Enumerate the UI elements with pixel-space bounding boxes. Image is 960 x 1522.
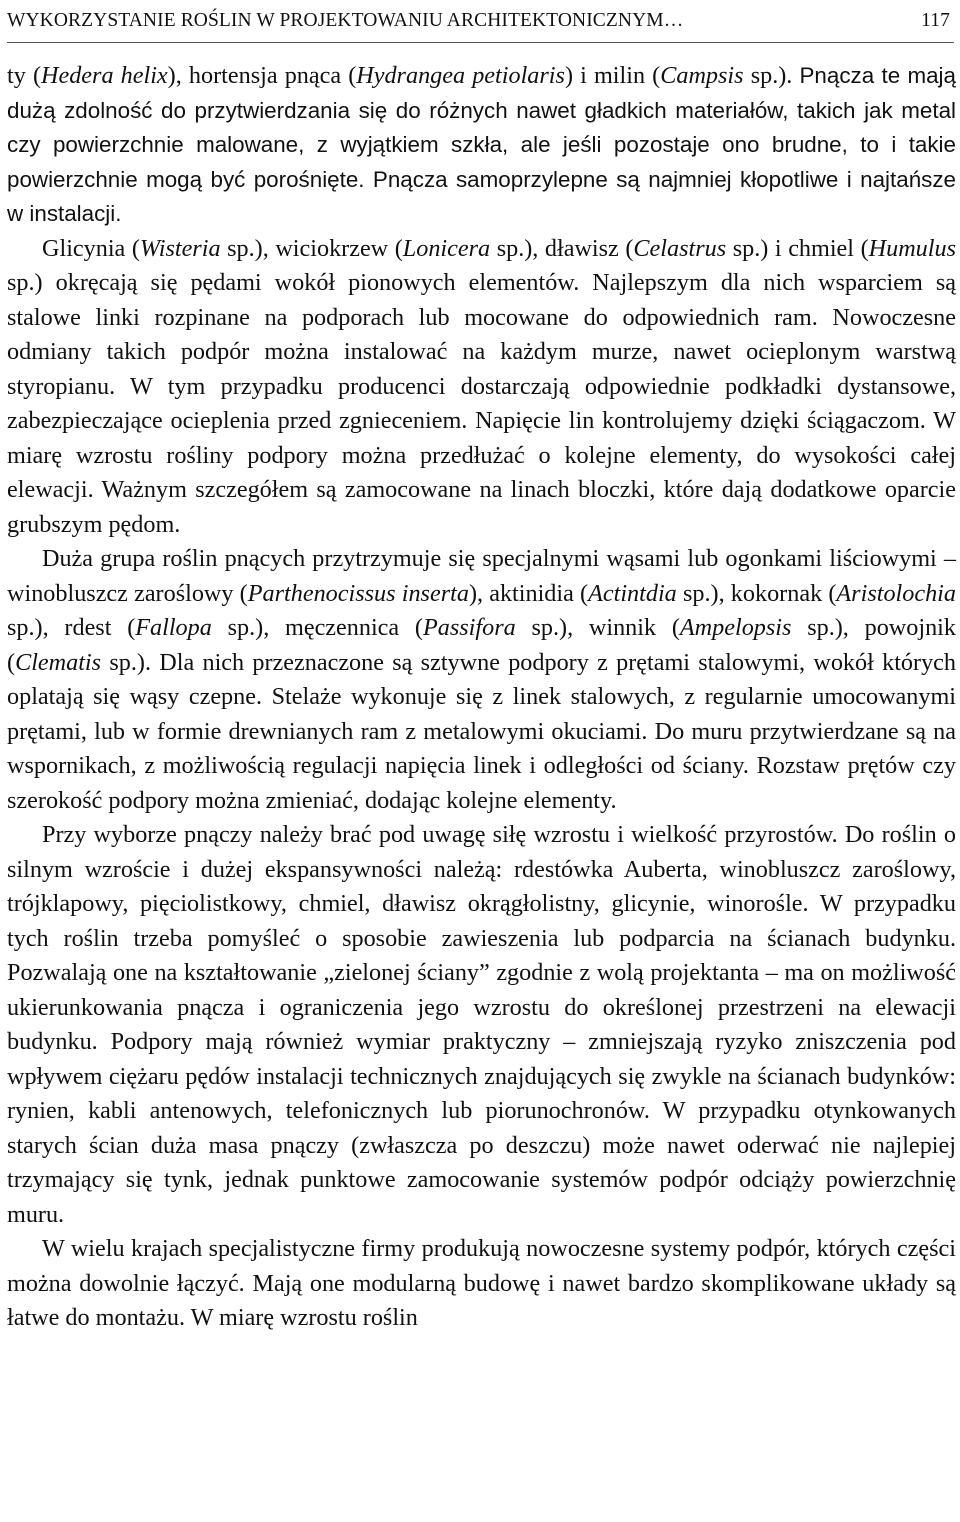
italic-text-run: Fallopa bbox=[135, 614, 212, 641]
italic-text-run: Passifora bbox=[422, 614, 516, 641]
text-run: W wielu krajach specjalistyczne firmy produkują nowoczesne systemy podpór, których części można dowolnie łączyć. Mają one modularną budowę i nawet bardzo skomplikowane układy są łatwe do montażu. W miarę wzrostu roślin bbox=[7, 1235, 956, 1331]
italic-text-run: Celastrus bbox=[633, 234, 727, 262]
paragraph bbox=[7, 232, 956, 543]
italic-text-run: Actintdia bbox=[588, 579, 677, 607]
italic-text-run: Hedera helix bbox=[41, 62, 168, 89]
text-run: Pnącza te mają dużą zdolność do przytwierdzania się do różnych nawet gładkich materiałów, takich jak metal czy powierzchnie malowane, z wyjątkiem szkła, ale jeśli pozostaje ono brudne, to i takie powierzchnie mogą być porośnięte. Pnącza samoprzylepne są najmniej kłopotliwe i najtańsze w instalacji. bbox=[7, 63, 956, 226]
italic-text-run: Wisteria bbox=[139, 234, 221, 262]
text-run: Glicynia ( bbox=[42, 234, 140, 262]
running-title: WYKORZYSTANIE ROŚLIN W PROJEKTOWANIU ARCHITEKTONICZNYM… bbox=[7, 10, 684, 31]
text-run: ty ( bbox=[7, 62, 41, 89]
italic-text-run: Campsis bbox=[660, 62, 744, 89]
text-run: sp.). Dla nich przeznaczone są sztywne podpory z prętami stalowymi, wokół których oplatają się wąsy czepne. Stelaże wykonuje się z linek stalowych, z regularnie umocowanymi prętami, lub w formie drewnianych ram z metalowymi okuciami. Do muru przytwierdzane są na wspornikach, z możliwością regulacji napięcia linek i odległości od ściany. Rozstaw prętów czy szerokość podpory można zmieniać, dodając kolejne elementy. bbox=[7, 648, 956, 814]
text-run: sp.) i chmiel ( bbox=[726, 234, 869, 262]
text-run: sp.), winnik ( bbox=[515, 614, 680, 641]
text-run: ), aktinidia ( bbox=[468, 579, 589, 607]
paragraph bbox=[7, 59, 956, 232]
body-text bbox=[7, 59, 956, 1336]
italic-text-run: Aristolochia bbox=[836, 579, 956, 607]
text-run: sp.), wiciokrzew ( bbox=[220, 234, 403, 262]
italic-text-run: Humulus bbox=[868, 234, 956, 262]
text-run: ) i milin ( bbox=[564, 62, 661, 89]
italic-text-run: Hydrangea petiolaris bbox=[356, 62, 565, 89]
italic-text-run: Clematis bbox=[15, 648, 102, 676]
paragraph bbox=[7, 818, 956, 1232]
italic-text-run: Ampelopsis bbox=[679, 614, 792, 641]
text-run: Przy wyborze pnączy należy brać pod uwagę siłę wzrostu i wielkość przyrostów. Do roślin o silnym wzroście i dużej ekspansywności należą: rdestówka Auberta, winobluszcz zaroślowy, trójklapowy, pięciolistkowy, chmiel, dławisz okrągłolistny, glicynie, winorośle. W przypadku tych roślin trzeba pomyśleć o sposobie zawieszenia lub podparcia na ścianach budynku. Pozwalają one na kształtowanie „zielonej ściany” zgodnie z wolą projektanta – ma on możliwość ukierunkowania pnącza i ograniczenia jego wzrostu do określonej przestrzeni na elewacji budynku. Podpory mają również wymiar praktyczny – zmniejszają ryzyko zniszczenia pod wpływem ciężaru pędów instalacji technicznych znajdujących się zwykle na ścianach budynków: rynien, kabli antenowych, telefonicznych lub piorunochronów. W przypadku otynkowanych starych ścian duża masa pnączy (zwłaszcza po deszczu) może nawet oderwać nie najlepiej trzymający się tynk, jednak punktowe zamocowanie systemów podpór odciąży powierzchnię muru. bbox=[7, 821, 956, 1228]
paragraph bbox=[7, 542, 956, 818]
text-run: sp.) okręcają się pędami wokół pionowych elementów. Najlepszym dla nich wsparciem są stalowe linki rozpinane na podporach lub mocowane do odpowiednich ram. Nowoczesne odmiany takich podpór można instalować na każdym murze, nawet ocieplonym warstwą styropianu. W tym przypadku producenci dostarczają odpowiednie podkładki dystansowe, zabezpieczające ocieplenia przed zgnieceniem. Napięcie lin kontrolujemy dzięki ściągaczom. W miarę wzrostu rośliny podpory można przedłużać o kolejne elementy, do wysokości całej elewacji. Ważnym szczegółem są zamocowane na linach bloczki, które dają dodatkowe oparcie grubszym pędom. bbox=[7, 269, 956, 538]
text-run: sp.), męczennica ( bbox=[211, 614, 423, 641]
text-run: sp.). bbox=[743, 62, 800, 89]
text-run: sp.), kokornak ( bbox=[676, 579, 837, 607]
text-run: sp.), dławisz ( bbox=[490, 234, 634, 262]
italic-text-run: Lonicera bbox=[402, 234, 491, 262]
running-header bbox=[7, 0, 956, 42]
paragraph bbox=[7, 1232, 956, 1336]
text-run: Duża grupa roślin pnących przytrzymuje się specjalnymi wąsami lub ogonkami liściowymi – winobluszcz zaroślowy ( bbox=[7, 545, 956, 607]
header-rule bbox=[7, 42, 954, 43]
text-run: ), hortensja pnąca ( bbox=[167, 62, 357, 89]
page-number: 117 bbox=[921, 10, 950, 31]
text-run: sp.), rdest ( bbox=[7, 614, 136, 641]
text-run: sp.), powojnik ( bbox=[7, 614, 956, 676]
italic-text-run: Parthenocissus inserta bbox=[247, 579, 469, 607]
